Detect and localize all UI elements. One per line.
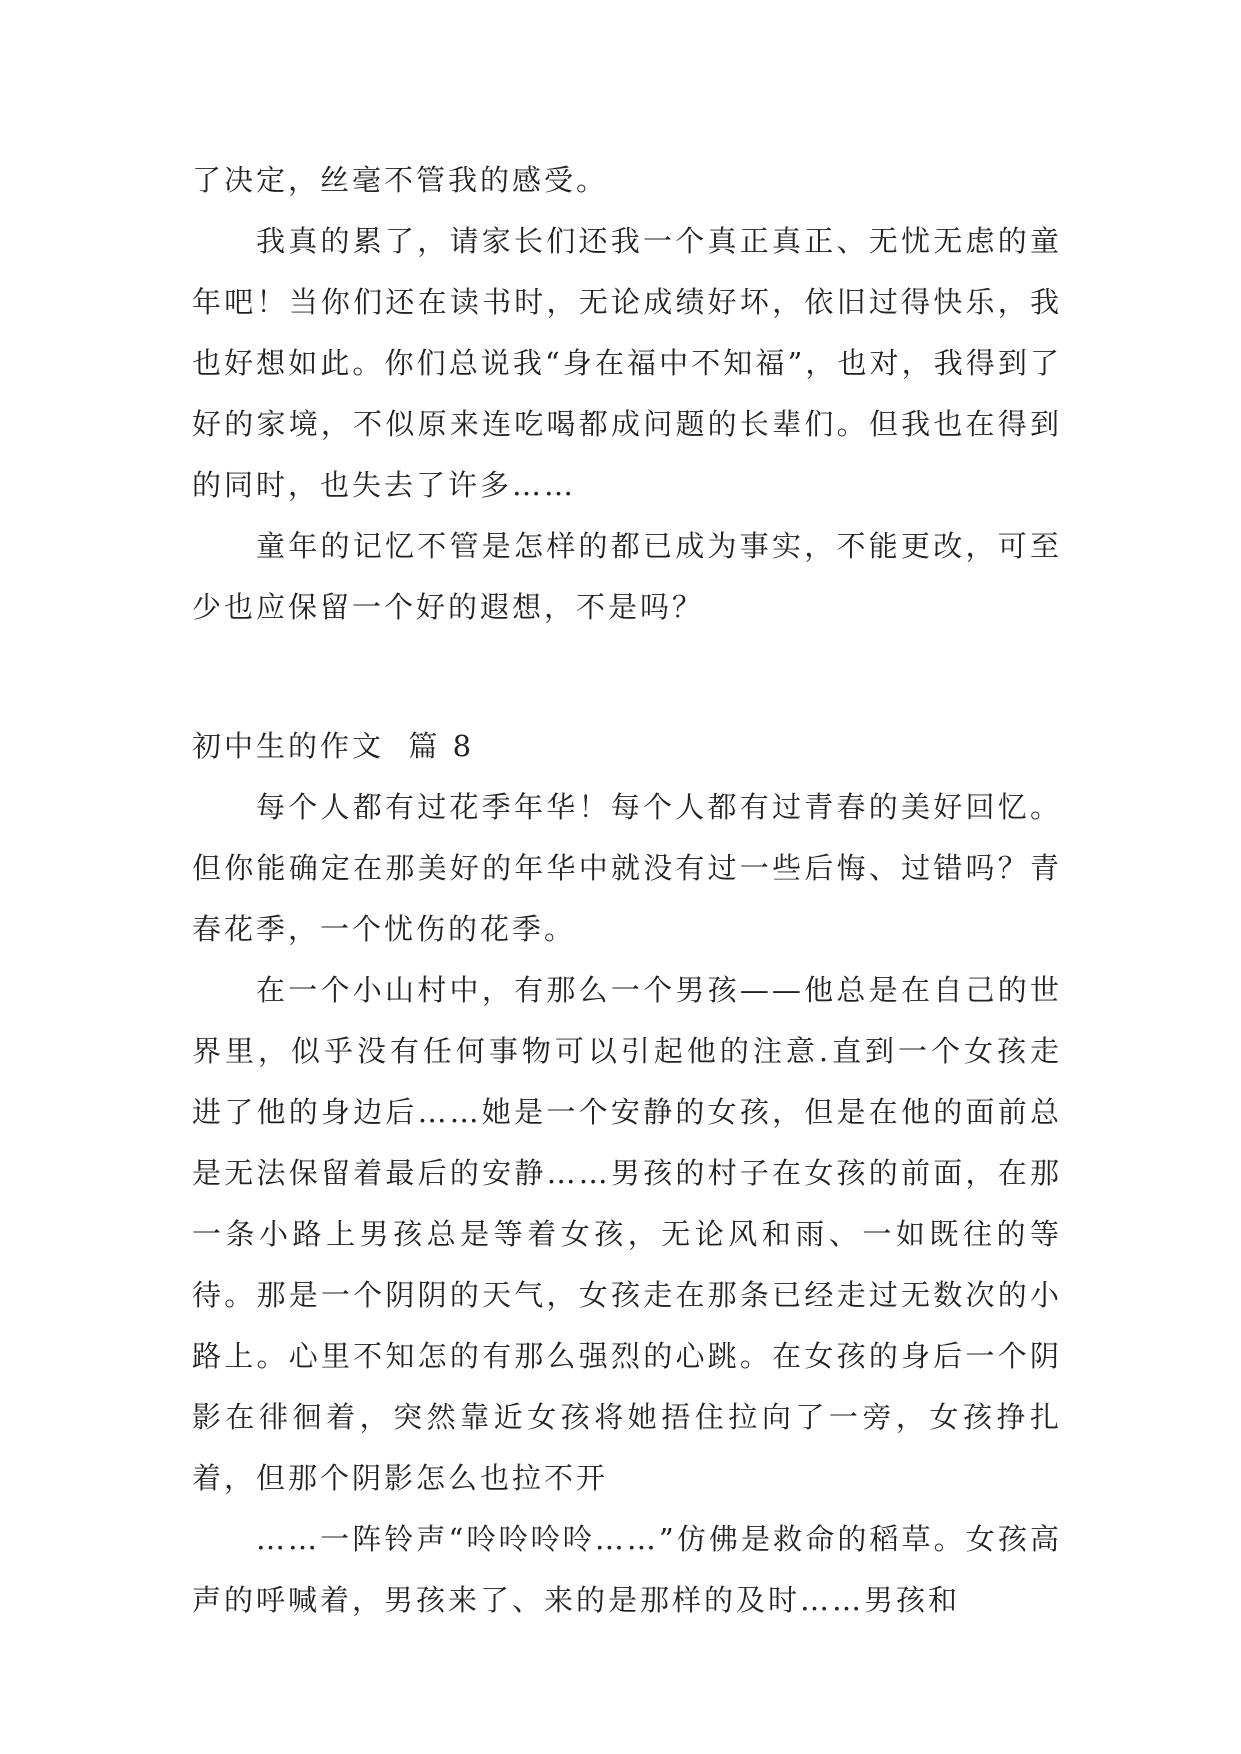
paragraph-continued: 了决定，丝毫不管我的感受。 — [192, 163, 609, 197]
section-title: 初中生的作文 篇 8 — [192, 729, 475, 763]
paragraph: 每个人都有过花季年华！每个人都有过青春的美好回忆。但你能确定在那美好的年华中就没有过一些后悔、过错吗？青春花季，一个忧伤的花季。 — [192, 790, 1062, 946]
paragraph: ……一阵铃声“呤呤呤呤……”仿佛是救命的稻草。女孩高声的呼喊着，男孩来了、来的是那样的及时……男孩和 — [192, 1522, 1062, 1617]
document-page — [192, 150, 1062, 1631]
paragraph: 在一个小山村中，有那么一个男孩——他总是在自己的世界里，似乎没有任何事物可以引起他的注意.直到一个女孩走进了他的身边后……她是一个安静的女孩，但是在他的面前总是无法保留着最后的安静……男孩的村子在女孩的前面，在那一条小路上男孩总是等着女孩，无论风和雨、一如既往的等待。那是一个阴阴的天气，女孩走在那条已经走过无数次的小路上。心里不知怎的有那么强烈的心跳。在女孩的身后一个阴影在徘徊着，突然靠近女孩将她捂住拉向了一旁，女孩挣扎着，但那个阴影怎么也拉不开 — [192, 973, 1062, 1495]
paragraph: 童年的记忆不管是怎样的都已成为事实，不能更改，可至少也应保留一个好的遐想，不是吗？ — [192, 529, 1062, 624]
paragraph: 我真的累了，请家长们还我一个真正真正、无忧无虑的童年吧！当你们还在读书时，无论成绩好坏，依旧过得快乐，我也好想如此。你们总说我“身在福中不知福”，也对，我得到了好的家境，不似原来连吃喝都成问题的长辈们。但我也在得到的同时，也失去了许多…… — [192, 224, 1062, 502]
